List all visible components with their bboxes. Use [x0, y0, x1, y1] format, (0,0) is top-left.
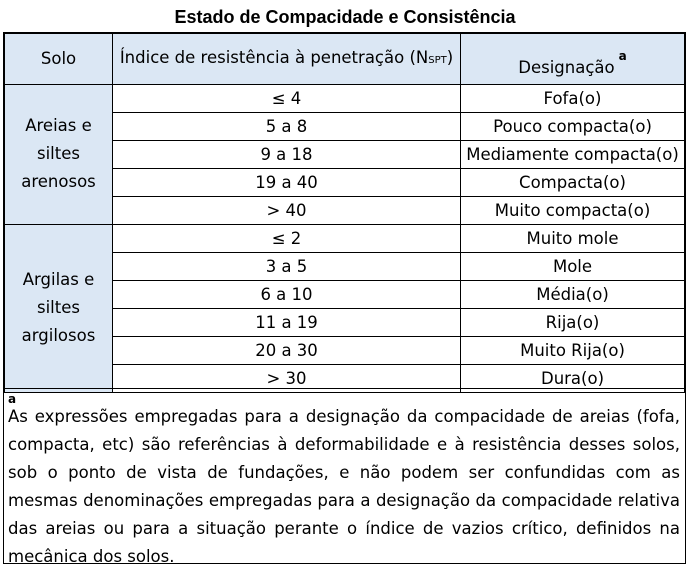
designation-cell: Média(o) — [461, 280, 685, 308]
table-row — [5, 224, 685, 252]
designation-cell: Muito compacta(o) — [461, 196, 685, 224]
header-row — [5, 34, 685, 85]
nspt-range-cell: 20 a 30 — [113, 336, 461, 364]
soil-group-label-line: arenosos — [21, 172, 96, 191]
header-indice-subscript: SPT — [428, 54, 447, 66]
soil-group-label — [5, 224, 113, 392]
header-solo: Solo — [5, 34, 113, 85]
table-frame — [3, 32, 686, 564]
table-title: Estado de Compacidade e Consistência — [174, 7, 516, 27]
soil-group-label-line: siltes — [37, 298, 80, 317]
compactness-table — [4, 33, 685, 393]
designation-cell: Fofa(o) — [461, 84, 685, 112]
nspt-range-cell: 9 a 18 — [113, 140, 461, 168]
footnote-mark: a — [8, 392, 17, 406]
nspt-range-cell: 3 a 5 — [113, 252, 461, 280]
designation-cell: Mediamente compacta(o) — [461, 140, 685, 168]
nspt-range-cell: > 30 — [113, 364, 461, 392]
header-designacao-text: Designação — [518, 57, 615, 77]
designation-cell: Mole — [461, 252, 685, 280]
header-indice — [113, 34, 461, 85]
nspt-range-cell: ≤ 2 — [113, 224, 461, 252]
designation-cell: Pouco compacta(o) — [461, 112, 685, 140]
soil-group-label-line: argilosos — [21, 326, 96, 345]
nspt-range-cell: ≤ 4 — [113, 84, 461, 112]
soil-group-label — [5, 84, 113, 224]
designation-cell: Dura(o) — [461, 364, 685, 392]
soil-group-label-line: Argilas e — [22, 270, 95, 289]
designation-cell: Muito Rija(o) — [461, 336, 685, 364]
nspt-range-cell: > 40 — [113, 196, 461, 224]
nspt-range-cell: 5 a 8 — [113, 112, 461, 140]
designation-cell: Rija(o) — [461, 308, 685, 336]
soil-group-label-line: siltes — [37, 144, 80, 163]
header-designacao — [461, 34, 685, 85]
nspt-range-cell: 19 a 40 — [113, 168, 461, 196]
designation-cell: Muito mole — [461, 224, 685, 252]
header-indice-text: Índice de resistência à penetração (N — [119, 47, 429, 67]
designation-cell: Compacta(o) — [461, 168, 685, 196]
soil-group-label-line: Areias e — [25, 116, 92, 135]
footnote — [4, 388, 684, 571]
footnote-marker: a — [618, 49, 627, 63]
footnote-text: As expressões empregadas para a designação da compacidade de areias (fofa, compacta, etc) são referências à deformabilidade e à resistência desses solos, sob o ponto de vista de fundações, e não podem ser confundidas com as mesmas denominações empregadas para a designação da compacidade relativa das areias ou para a situação perante o índice de vazios crítico, definidos na mecânica dos solos. — [8, 407, 680, 566]
nspt-range-cell: 11 a 19 — [113, 308, 461, 336]
table-row — [5, 84, 685, 112]
header-indice-close: ) — [446, 47, 454, 67]
nspt-range-cell: 6 a 10 — [113, 280, 461, 308]
